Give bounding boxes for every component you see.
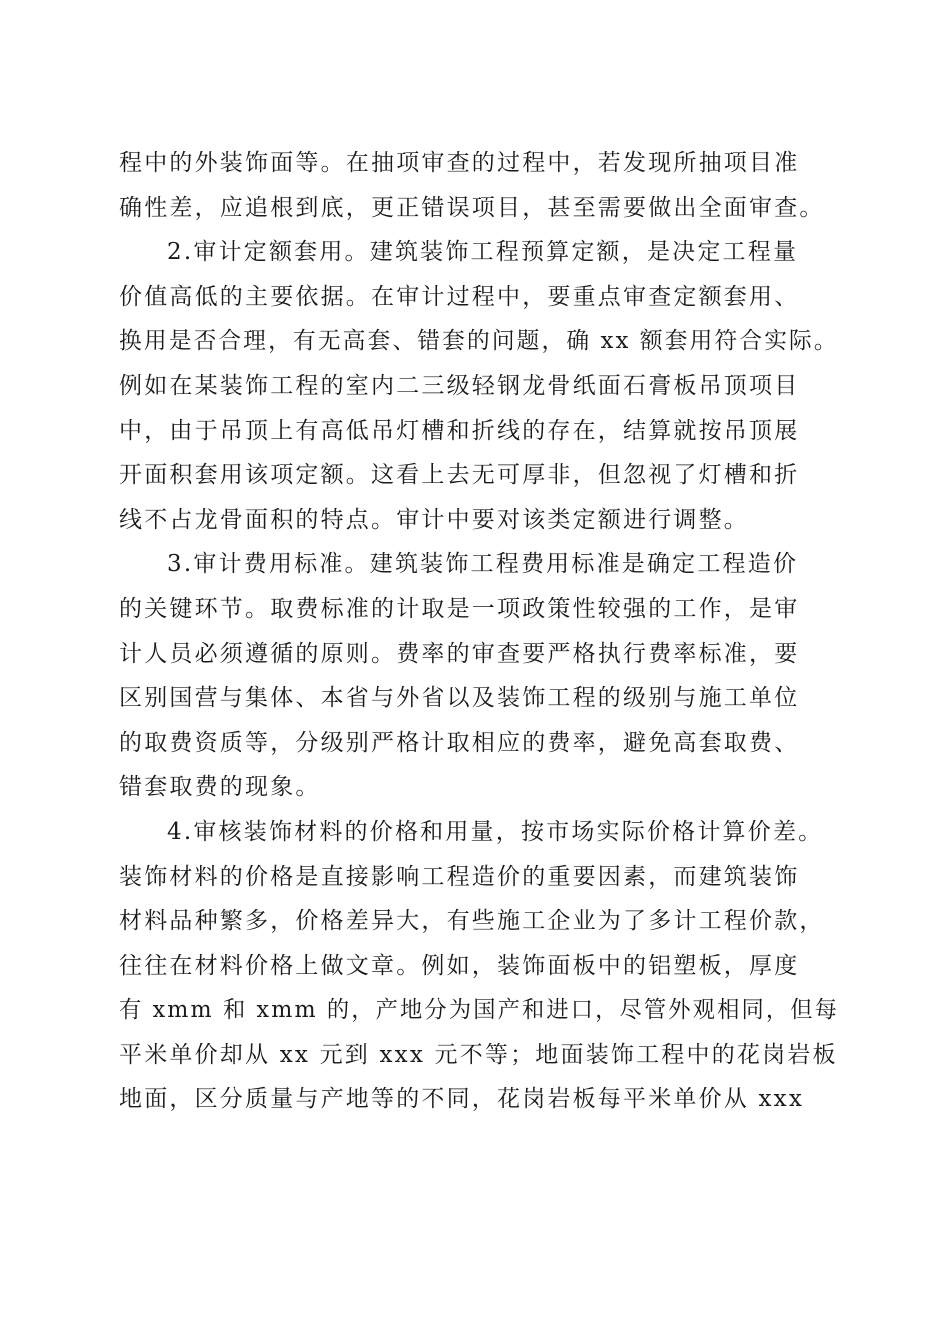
text-line: 平米单价却从 xx 元到 xxx 元不等；地面装饰工程中的花岗岩板 (119, 1041, 838, 1068)
body-text (119, 141, 839, 1122)
text-line: 例如在某装饰工程的室内二三级轻钢龙骨纸面石膏板吊顶项目 (119, 372, 800, 399)
paragraph-first-line: 3.审计费用标准。建筑装饰工程费用标准是确定工程造价 (167, 551, 799, 578)
text-line: 换用是否合理，有无高套、错套的问题，确 xx 额套用符合实际。 (119, 328, 839, 355)
text-line: 程中的外装饰面等。在抽项审查的过程中，若发现所抽项目准 (119, 150, 800, 176)
text-line: 往往在材料价格上做文章。例如，装饰面板中的铝塑板，厚度 (119, 952, 800, 979)
text-line: 装饰材料的价格是直接影响工程造价的重要因素，而建筑装饰 (119, 863, 800, 890)
text-line: 中，由于吊顶上有高低吊灯槽和折线的存在，结算就按吊顶展 (119, 417, 800, 444)
text-line: 开面积套用该项定额。这看上去无可厚非，但忽视了灯槽和折 (119, 462, 800, 489)
paragraph-first-line: 2.审计定额套用。建筑装饰工程预算定额，是决定工程量 (167, 239, 799, 266)
text-line: 地面，区分质量与产地等的不同，花岗岩板每平米单价从 xxx (119, 1086, 805, 1113)
text-line: 线不占龙骨面积的特点。审计中要对该类定额进行调整。 (119, 506, 749, 533)
text-line: 确性差，应追根到底，更正错误项目，甚至需要做出全面审查。 (119, 194, 825, 221)
text-line: 的取费资质等，分级别严格计取相应的费率，避免高套取费、 (119, 729, 800, 756)
text-line: 材料品种繁多，价格差异大，有些施工企业为了多计工程价款， (119, 908, 825, 935)
text-line: 计人员必须遵循的原则。费率的审查要严格执行费率标准，要 (119, 640, 800, 667)
text-line: 区别国营与集体、本省与外省以及装饰工程的级别与施工单位 (119, 685, 800, 712)
text-line: 有 xmm 和 xmm 的，产地分为国产和进口，尽管外观相同，但每 (119, 997, 839, 1024)
text-line: 错套取费的现象。 (119, 774, 321, 801)
text-line: 的关键环节。取费标准的计取是一项政策性较强的工作，是审 (119, 595, 800, 622)
paragraph-first-line: 4.审核装饰材料的价格和用量，按市场实际价格计算价差。 (167, 818, 824, 845)
text-line: 价值高低的主要依据。在审计过程中，要重点审查定额套用、 (119, 283, 800, 310)
